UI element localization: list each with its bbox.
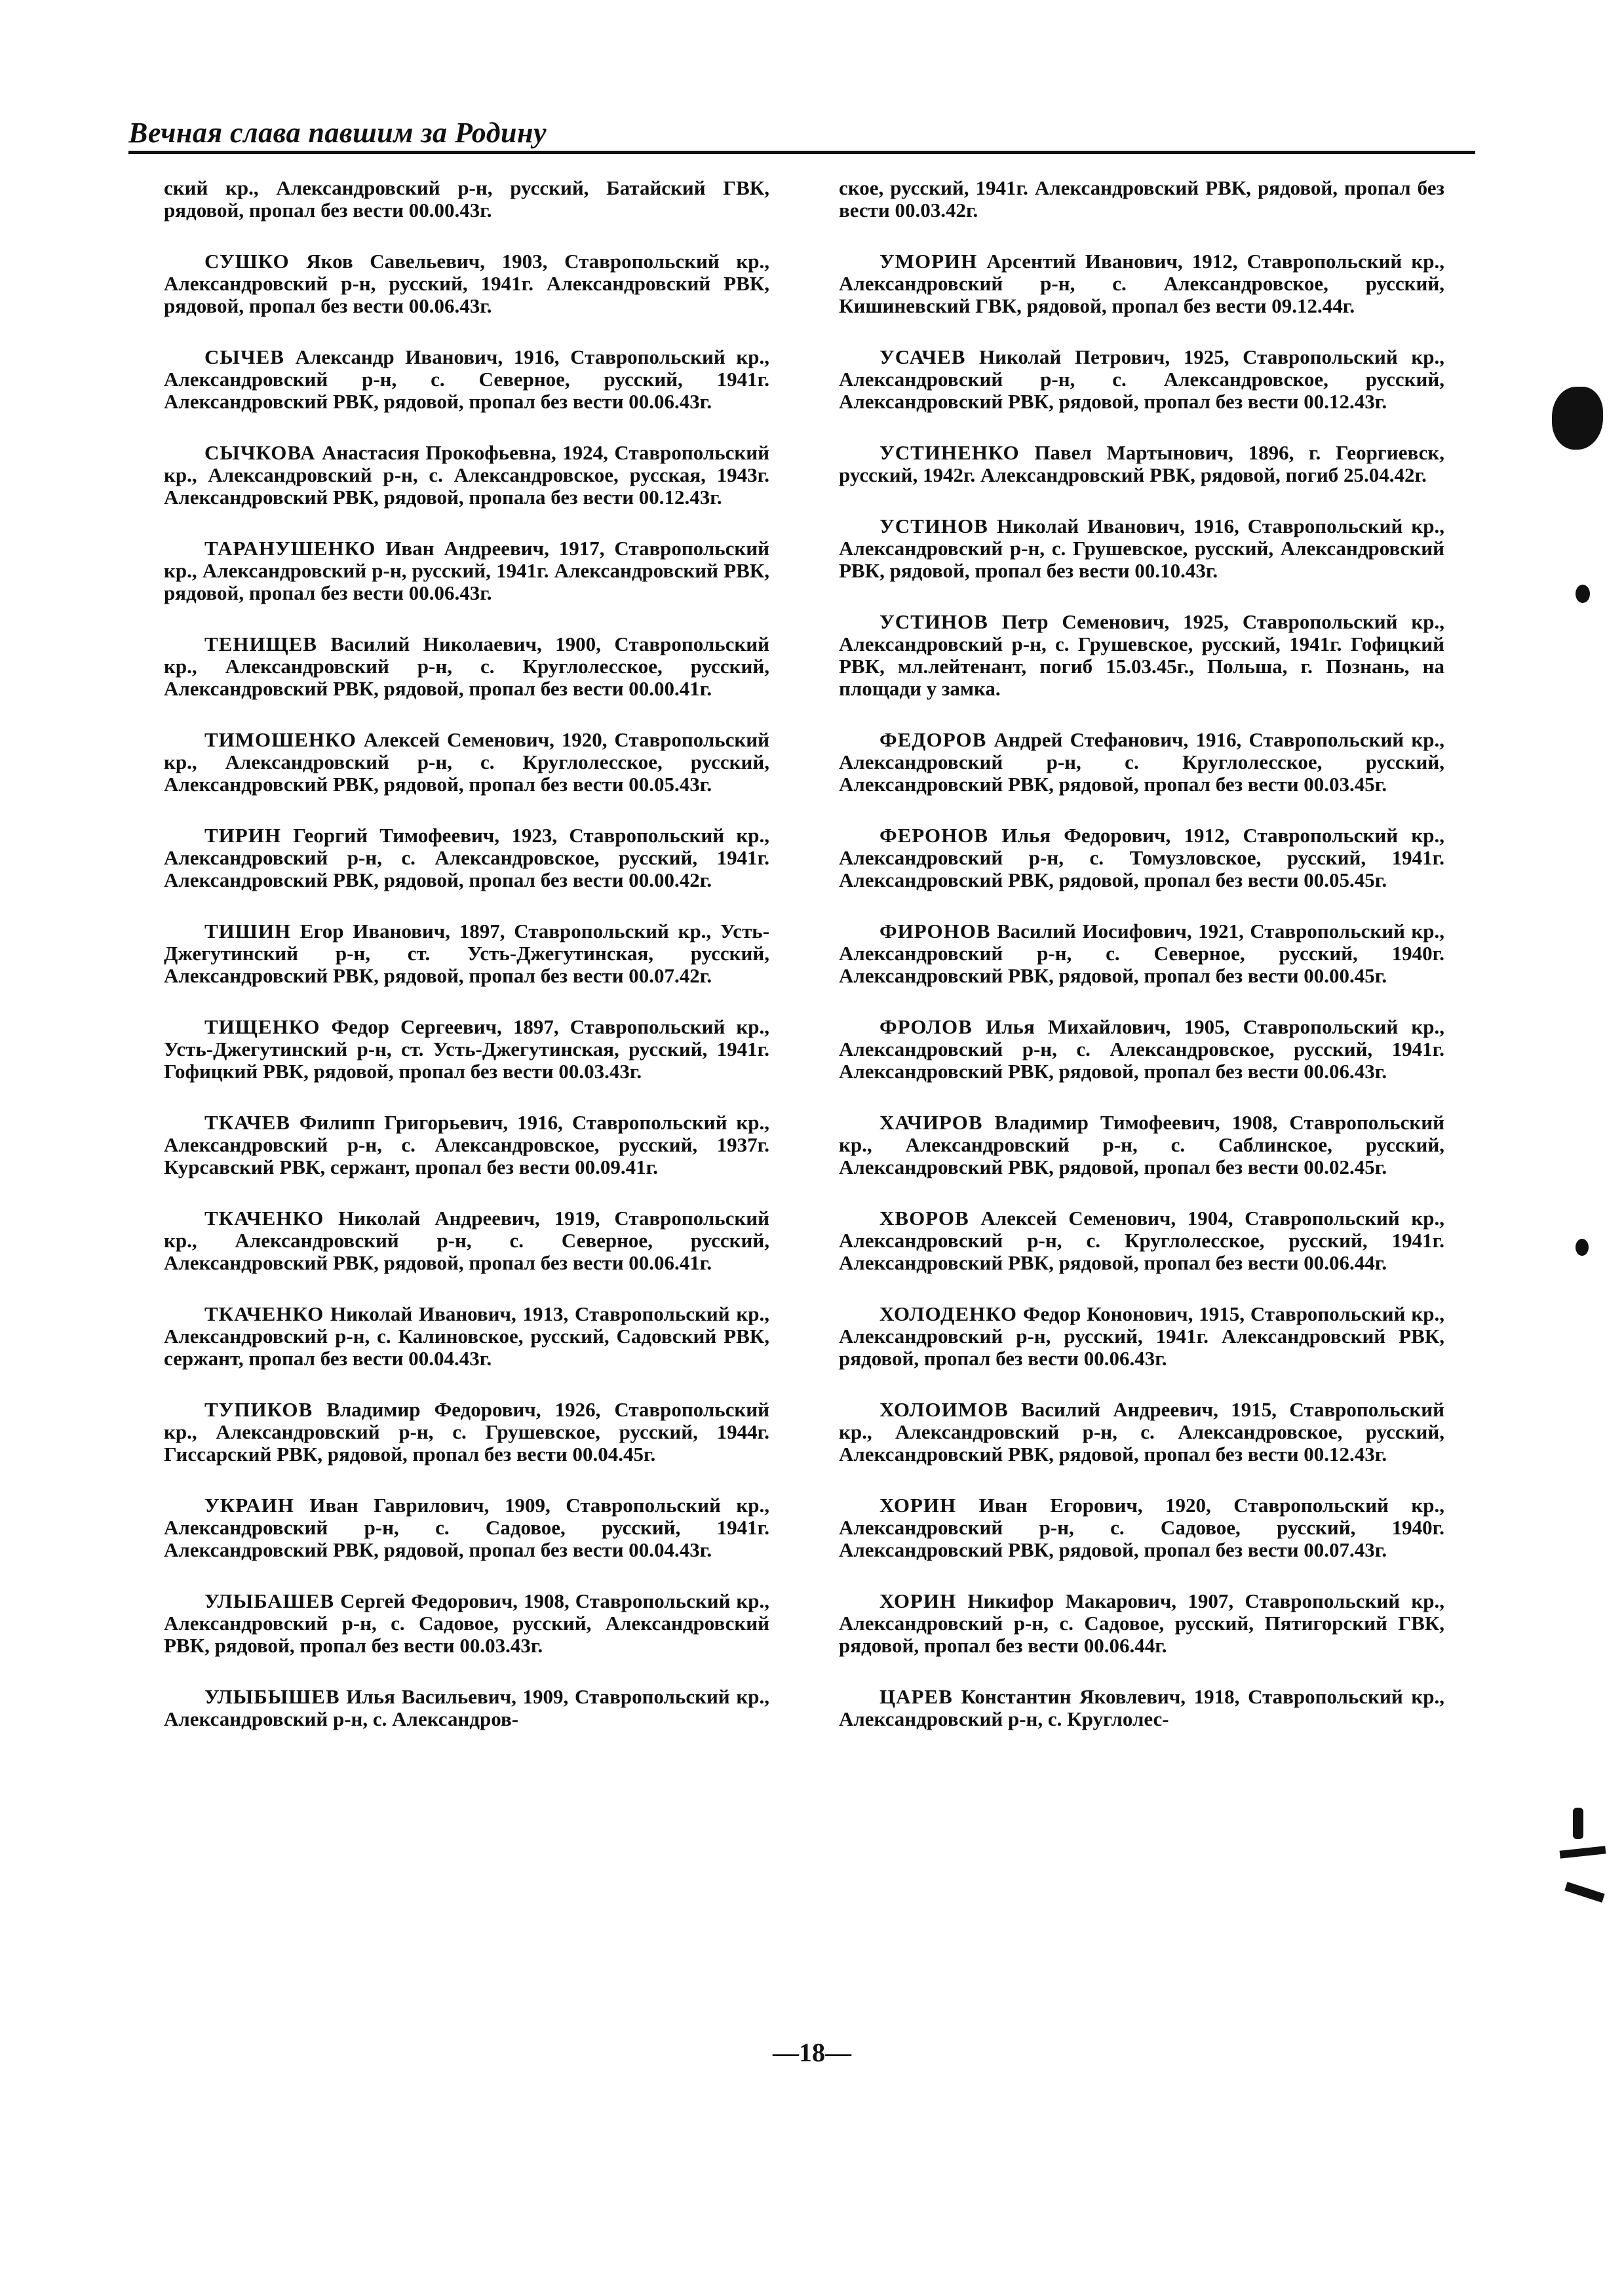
left-column (164, 177, 769, 1759)
entry (164, 1112, 769, 1178)
entry-text: Георгий Тимофеевич, 1923, Ставропольский кр., Александровский р-н, с. Александровское, русский, 1941г. Александровский РВК, рядовой, пропал без вести 00.00.42г. (164, 824, 770, 891)
entry (164, 346, 769, 413)
entry-surname: ТКАЧЕНКО (204, 1207, 324, 1230)
entry (839, 177, 1444, 222)
entry (839, 442, 1444, 486)
entry (164, 250, 769, 317)
entry-text: Алексей Семенович, 1920, Ставропольский кр., Александровский р-н, с. Круглолесское, русский, Александровский РВК, рядовой, пропал без вести 00.05.43г. (164, 728, 770, 796)
entry-surname: ТЕНИЩЕВ (204, 632, 317, 655)
entry-text: Федор Кононович, 1915, Ставропольский кр., Александровский р-н, русский, 1941г. Александровский РВК, рядовой, пропал без вести 00.06.43г. (839, 1302, 1444, 1370)
entry (164, 1399, 769, 1466)
entry-surname: ФИРОНОВ (880, 920, 991, 943)
entry-surname: ТАРАНУШЕНКО (204, 537, 376, 560)
entry-text: Илья Васильевич, 1909, Ставропольский кр., Александровский р-н, с. Александров- (164, 1685, 769, 1730)
entry-surname: УСТИНЕНКО (880, 441, 1020, 464)
entry-text: Иван Андреевич, 1917, Ставропольский кр., Александровский р-н, русский, 1941г. Александровский РВК, рядовой, пропал без вести 00.06.43г. (164, 537, 770, 604)
scan-mark (1564, 1882, 1604, 1903)
entry-surname: УСАЧЕВ (880, 345, 966, 368)
entry-text: Павел Мартынович, 1896, г. Георгиевск, русский, 1942г. Александровский РВК, рядовой, погиб 25.04.42г. (839, 441, 1444, 486)
entry-surname: СЫЧЕВ (204, 345, 284, 368)
entry-surname: УМОРИН (880, 250, 978, 273)
entry-surname: ХОРИН (880, 1494, 957, 1517)
entry (164, 920, 769, 987)
entry (164, 442, 769, 509)
right-column (839, 177, 1444, 1759)
entry (839, 729, 1444, 796)
entry-text: Илья Михайлович, 1905, Ставропольский кр., Александровский р-н, с. Александровское, русский, 1941г. Александровский РВК, рядовой, пропал без вести 00.06.43г. (839, 1015, 1445, 1083)
entry-text: Константин Яковлевич, 1918, Ставропольский кр., Александровский р-н, с. Круглолес- (839, 1685, 1445, 1730)
entry (164, 729, 769, 796)
entry-text: Иван Гаврилович, 1909, Ставропольский кр., Александровский р-н, с. Садовое, русский, 1941г. Александровский РВК, рядовой, пропал без вести 00.04.43г. (164, 1494, 770, 1561)
entry-text: Владимир Тимофеевич, 1908, Ставропольский кр., Александровский р-н, с. Саблинское, русский, Александровский РВК, рядовой, пропал без вести 00.02.45г. (839, 1111, 1444, 1178)
entry-surname: ФЕРОНОВ (880, 824, 989, 847)
entry (839, 346, 1444, 413)
page-number: —18— (773, 2038, 851, 2067)
entry (839, 1494, 1444, 1561)
scan-mark (1560, 1846, 1606, 1858)
entry-text: Александр Иванович, 1916, Ставропольский кр., Александровский р-н, с. Северное, русский, 1941г. Александровский РВК, рядовой, пропал без вести 00.06.43г. (164, 345, 770, 413)
entry (164, 1207, 769, 1274)
entry (164, 177, 769, 222)
entry (164, 1494, 769, 1561)
entry-surname: ХАЧИРОВ (880, 1111, 983, 1134)
entry (839, 1207, 1444, 1274)
scan-mark (1573, 1808, 1583, 1839)
entry-text: Яков Савельевич, 1903, Ставропольский кр., Александровский р-н, русский, 1941г. Александровский РВК, рядовой, пропал без вести 00.06.43г. (164, 250, 770, 317)
entry-text: Николай Петрович, 1925, Ставропольский кр., Александровский р-н, с. Александровское, русский, Александровский РВК, рядовой, пропал без вести 00.12.43г. (839, 345, 1444, 413)
entry (839, 250, 1444, 317)
entry-surname: УСТИНОВ (880, 610, 988, 633)
entry-surname: СУШКО (204, 250, 290, 273)
entry-surname: ТУПИКОВ (204, 1398, 313, 1421)
entry-surname: УКРАИН (204, 1494, 294, 1517)
entry-surname: ТИЩЕНКО (204, 1015, 320, 1038)
entry-text: Сергей Федорович, 1908, Ставропольский кр., Александровский р-н, с. Садовое, русский, Александровский РВК, рядовой, пропал без вести 00.03.43г. (164, 1589, 769, 1657)
entry (839, 1016, 1444, 1083)
entry-surname: ХОЛОИМОВ (880, 1398, 1009, 1421)
entry-text: Иван Егорович, 1920, Ставропольский кр., Александровский р-н, с. Садовое, русский, 1940г. Александровский РВК, рядовой, пропал без вести 00.07.43г. (839, 1494, 1444, 1561)
entry-text: Петр Семенович, 1925, Ставропольский кр., Александровский р-н, с. Грушевское, русский, 1941г. Гофицкий РВК, мл.лейтенант, погиб 15.03.45г., Польша, г. Познань, на площади у замка. (839, 610, 1444, 700)
entry-text: Василий Иосифович, 1921, Ставропольский кр., Александровский р-н, с. Северное, русский, 1940г. Александровский РВК, рядовой, пропал без вести 00.00.45г. (839, 920, 1444, 987)
entry (164, 1686, 769, 1730)
entry-text: Василий Андреевич, 1915, Ставропольский кр., Александровский р-н, с. Александровское, русский, Александровский РВК, рядовой, пропал без вести 00.12.43г. (839, 1398, 1445, 1466)
entry-text: Николай Иванович, 1913, Ставропольский кр., Александровский р-н, с. Калиновское, русский, Садовский РВК, сержант, пропал без вести 00.04.43г. (164, 1302, 769, 1370)
entry (839, 920, 1444, 987)
entry (839, 515, 1444, 582)
entry-surname: ФРОЛОВ (880, 1015, 973, 1038)
entry (164, 1303, 769, 1370)
entry-text: Егор Иванович, 1897, Ставропольский кр., Усть-Джегутинский р-н, ст. Усть-Джегутинская, русский, Александровский РВК, рядовой, пропал без вести 00.07.42г. (164, 920, 770, 987)
entry-surname: ТИШИН (204, 920, 292, 943)
entry (839, 611, 1444, 700)
entry-text: ское, русский, 1941г. Александровский РВК, рядовой, пропал без вести 00.03.42г. (839, 176, 1444, 222)
entry-text: Алексей Семенович, 1904, Ставропольский кр., Александровский р-н, с. Круглолесское, русский, 1941г. Александровский РВК, рядовой, пропал без вести 00.06.44г. (839, 1207, 1444, 1274)
entry-text: Филипп Григорьевич, 1916, Ставропольский кр., Александровский р-н, с. Александровское, русский, 1937г. Курсавский РВК, сержант, пропал без вести 00.09.41г. (164, 1111, 769, 1178)
entry (839, 1399, 1444, 1466)
entry (839, 1686, 1444, 1730)
entry-surname: УЛЫБАШЕВ (204, 1589, 335, 1612)
entry-surname: ХОЛОДЕНКО (880, 1302, 1017, 1325)
scan-blot-large (1552, 387, 1603, 450)
entry-surname: ХОРИН (880, 1589, 957, 1612)
entry-text: Василий Николаевич, 1900, Ставропольский кр., Александровский р-н, с. Круглолесское, русский, Александровский РВК, рядовой, пропал без вести 00.00.41г. (164, 632, 769, 700)
entry-surname: УСТИНОВ (880, 515, 988, 537)
entry-surname: СЫЧКОВА (204, 441, 316, 464)
entry-text: Федор Сергеевич, 1897, Ставропольский кр., Усть-Джегутинский р-н, ст. Усть-Джегутинская, русский, 1941г. Гофицкий РВК, рядовой, пропал без вести 00.03.43г. (164, 1015, 770, 1083)
entry (839, 1303, 1444, 1370)
entry-text: Илья Федорович, 1912, Ставропольский кр., Александровский р-н, с. Томузловское, русский, 1941г. Александровский РВК, рядовой, пропал без вести 00.05.45г. (839, 824, 1444, 891)
entry-text: Арсентий Иванович, 1912, Ставропольский кр., Александровский р-н, с. Александровское, русский, Кишиневский ГВК, рядовой, пропал без вести 09.12.44г. (839, 250, 1444, 317)
entry (839, 1112, 1444, 1178)
entry-text: Никифор Макарович, 1907, Ставропольский кр., Александровский р-н, с. Садовое, русский, Пятигорский ГВК, рядовой, пропал без вести 00.06.44г. (839, 1589, 1444, 1657)
entry-surname: ФЕДОРОВ (880, 728, 987, 751)
entry-surname: УЛЫБЫШЕВ (204, 1685, 340, 1708)
entry-surname: ТКАЧЕВ (204, 1111, 290, 1134)
entry (839, 1590, 1444, 1657)
entry-text: ский кр., Александровский р-н, русский, Батайский ГВК, рядовой, пропал без вести 00.00.43г. (164, 176, 769, 222)
entry (164, 537, 769, 604)
entry (164, 825, 769, 891)
entry (164, 633, 769, 700)
scan-dot (1576, 585, 1590, 603)
page-header (128, 113, 1475, 154)
header-title: Вечная слава павшим за Родину (128, 117, 547, 149)
entry (164, 1590, 769, 1657)
scan-dot (1576, 1239, 1589, 1256)
entry-surname: ХВОРОВ (880, 1207, 969, 1230)
entry-surname: ТИМОШЕНКО (204, 728, 357, 751)
entry-text: Андрей Стефанович, 1916, Ставропольский кр., Александровский р-н, с. Круглолесское, русский, Александровский РВК, рядовой, пропал без вести 00.03.45г. (839, 728, 1445, 796)
entry-surname: ЦАРЕВ (880, 1685, 953, 1708)
entry-surname: ТКАЧЕНКО (204, 1302, 324, 1325)
entry (839, 825, 1444, 891)
entry (164, 1016, 769, 1083)
entry-text: Владимир Федорович, 1926, Ставропольский кр., Александровский р-н, с. Грушевское, русский, 1944г. Гиссарский РВК, рядовой, пропал без вести 00.04.45г. (164, 1398, 769, 1466)
entry-text: Николай Иванович, 1916, Ставропольский кр., Александровский р-н, с. Грушевское, русский, Александровский РВК, рядовой, пропал без вести 00.10.43г. (839, 515, 1444, 582)
entry-text: Николай Андреевич, 1919, Ставропольский кр., Александровский р-н, с. Северное, русский, Александровский РВК, рядовой, пропал без вести 00.06.41г. (164, 1207, 769, 1274)
entry-text: Анастасия Прокофьевна, 1924, Ставропольский кр., Александровский р-н, с. Александровское, русская, 1943г. Александровский РВК, рядовой, пропала без вести 00.12.43г. (164, 441, 769, 509)
entry-surname: ТИРИН (204, 824, 281, 847)
